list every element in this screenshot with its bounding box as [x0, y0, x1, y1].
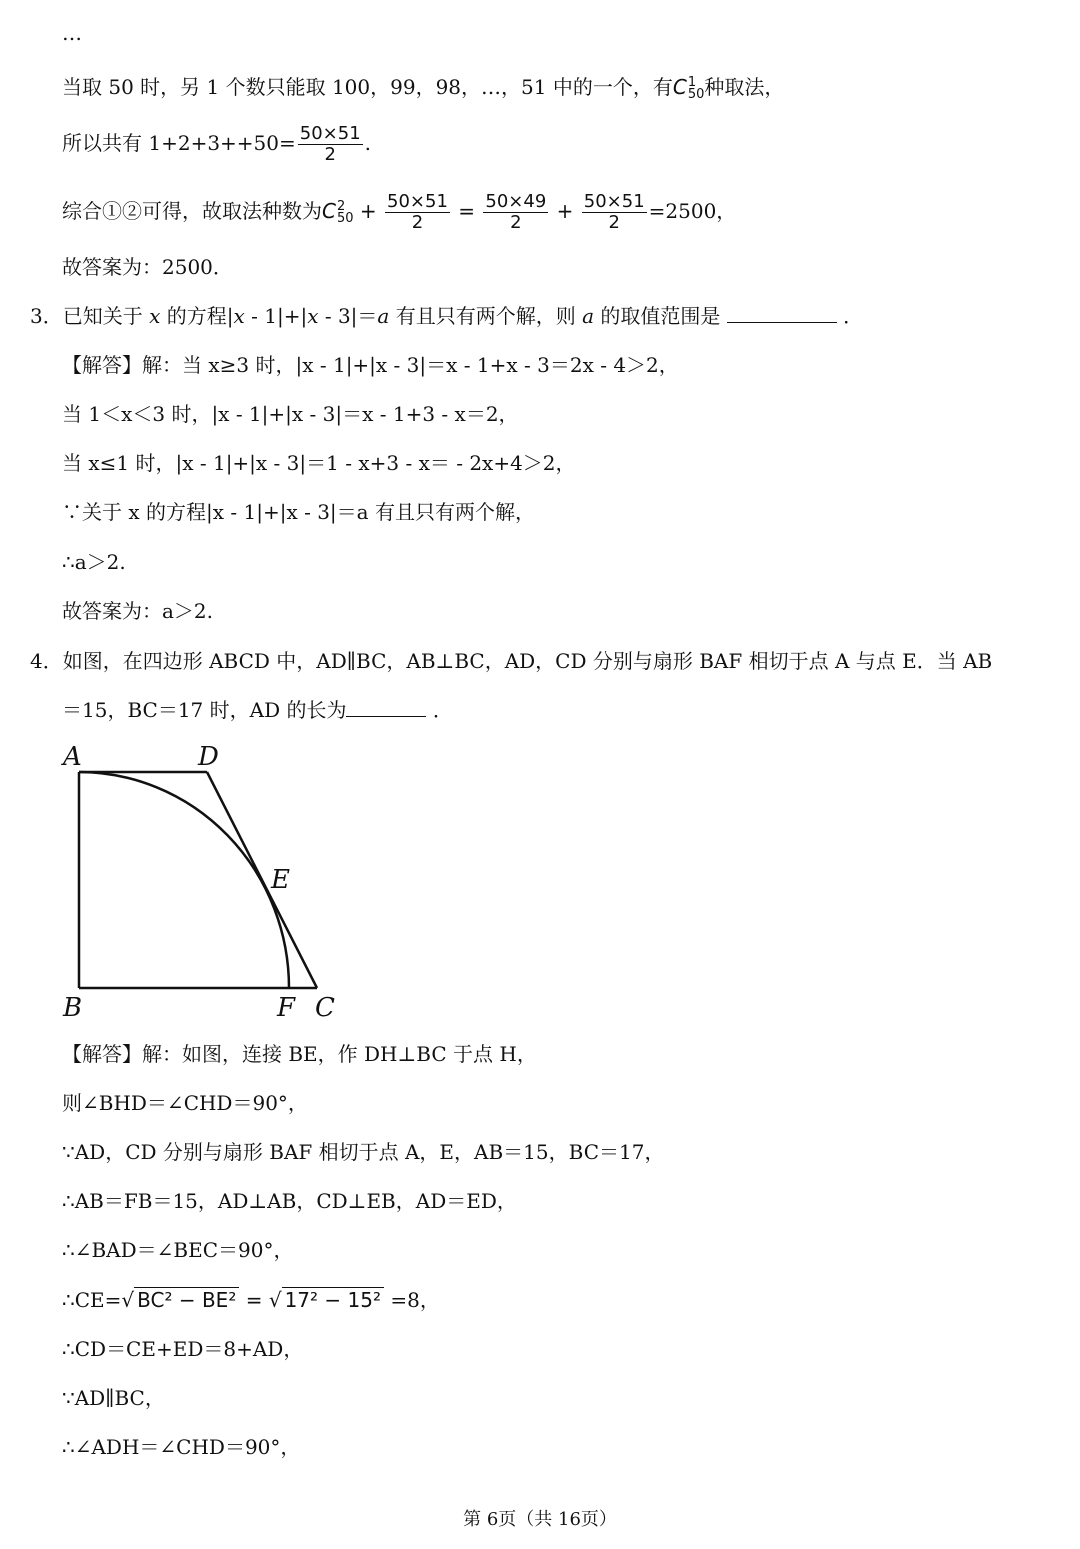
geometry-figure	[55, 735, 355, 1029]
label-d: D	[198, 742, 219, 772]
label-b: B	[63, 993, 83, 1023]
solution-3-line-6: 故答案为：a＞2.	[62, 599, 214, 623]
solution-4-line-9: ∴∠ADH＝∠CHD＝90°，	[62, 1435, 301, 1459]
solution-3-line-2: 当 1＜x＜3 时，|x - 1|+|x - 3|＝x - 1+3 - x＝2，	[62, 402, 519, 426]
solution-4-line-5: ∴∠BAD＝∠BEC＝90°，	[62, 1238, 294, 1262]
solution-3-line-1: 【解答】解：当 x≥3 时，|x - 1|+|x - 3|＝x - 1+x - 3＝2x - 4＞2，	[62, 353, 679, 377]
solution-4-line-4: ∴AB＝FB＝15，AD⊥AB，CD⊥EB，AD＝ED，	[62, 1189, 517, 1213]
solution-4-line-7: ∴CD＝CE+ED＝8+AD，	[62, 1337, 304, 1361]
question-4-line-2: ＝15，BC＝17 时，AD 的长为 ．	[62, 698, 453, 722]
solution-4-line-3: ∵AD，CD 分别与扇形 BAF 相切于点 A，E，AB＝15，BC＝17，	[62, 1140, 665, 1164]
text-line-3: 综合①②可得，故取法种数为C 2 50 + $\frac{50\times 51}{2}$ = $\frac{50\times 49}{2}$ + $\frac{50\times 51}{2}$ =2500，	[62, 191, 737, 233]
solution-3-line-5: ∴a＞2.	[62, 550, 126, 574]
solution-4-line-1: 【解答】解：如图，连接 BE，作 DH⊥BC 于点 H，	[62, 1042, 537, 1066]
fraction: $\frac{50\times 51}{2}$	[299, 123, 361, 165]
text-line-2: 所以共有 1+2+3++50= $\frac{50\times 51}{2}$ .	[62, 123, 372, 165]
answer-blank	[727, 302, 837, 323]
text-line-4: 故答案为：2500．	[62, 255, 233, 279]
text-line-1: 当取 50 时，另 1 个数只能取 100，99，98，…，51 中的一个，有C 1 50 种取法，	[62, 74, 785, 102]
ellipsis-line: …	[62, 21, 82, 45]
solution-3-line-3: 当 x≤1 时，|x - 1|+|x - 3|＝1 - x+3 - x＝ - 2x+4＞2，	[62, 451, 576, 475]
solution-4-line-6: ∴CE=√ BC² − BE² = √ 17² − 15² =8，	[62, 1288, 440, 1312]
answer-blank	[346, 696, 426, 717]
page-footer: 第 6页（共 16页）	[463, 1509, 617, 1530]
solution-4-line-2: 则∠BHD＝∠CHD＝90°，	[62, 1091, 308, 1115]
question-3: 3．已知关于 x 的方程|x - 1|+|x - 3|＝a 有且只有两个解，则 a 的取值范围是 ．	[30, 304, 864, 328]
question-4-line-1: 4．如图，在四边形 ABCD 中，AD∥BC，AB⊥BC，AD，CD 分别与扇形 BAF 相切于点 A 与点 E．当 AB	[30, 649, 993, 673]
solution-4-line-8: ∵AD∥BC，	[62, 1386, 165, 1410]
arc-af	[79, 772, 289, 988]
label-c: C	[315, 993, 335, 1023]
label-f: F	[277, 993, 296, 1023]
solution-3-line-4: ∵关于 x 的方程|x - 1|+|x - 3|＝a 有且只有两个解，	[62, 500, 535, 524]
label-a: A	[63, 742, 82, 772]
label-e: E	[271, 865, 290, 895]
